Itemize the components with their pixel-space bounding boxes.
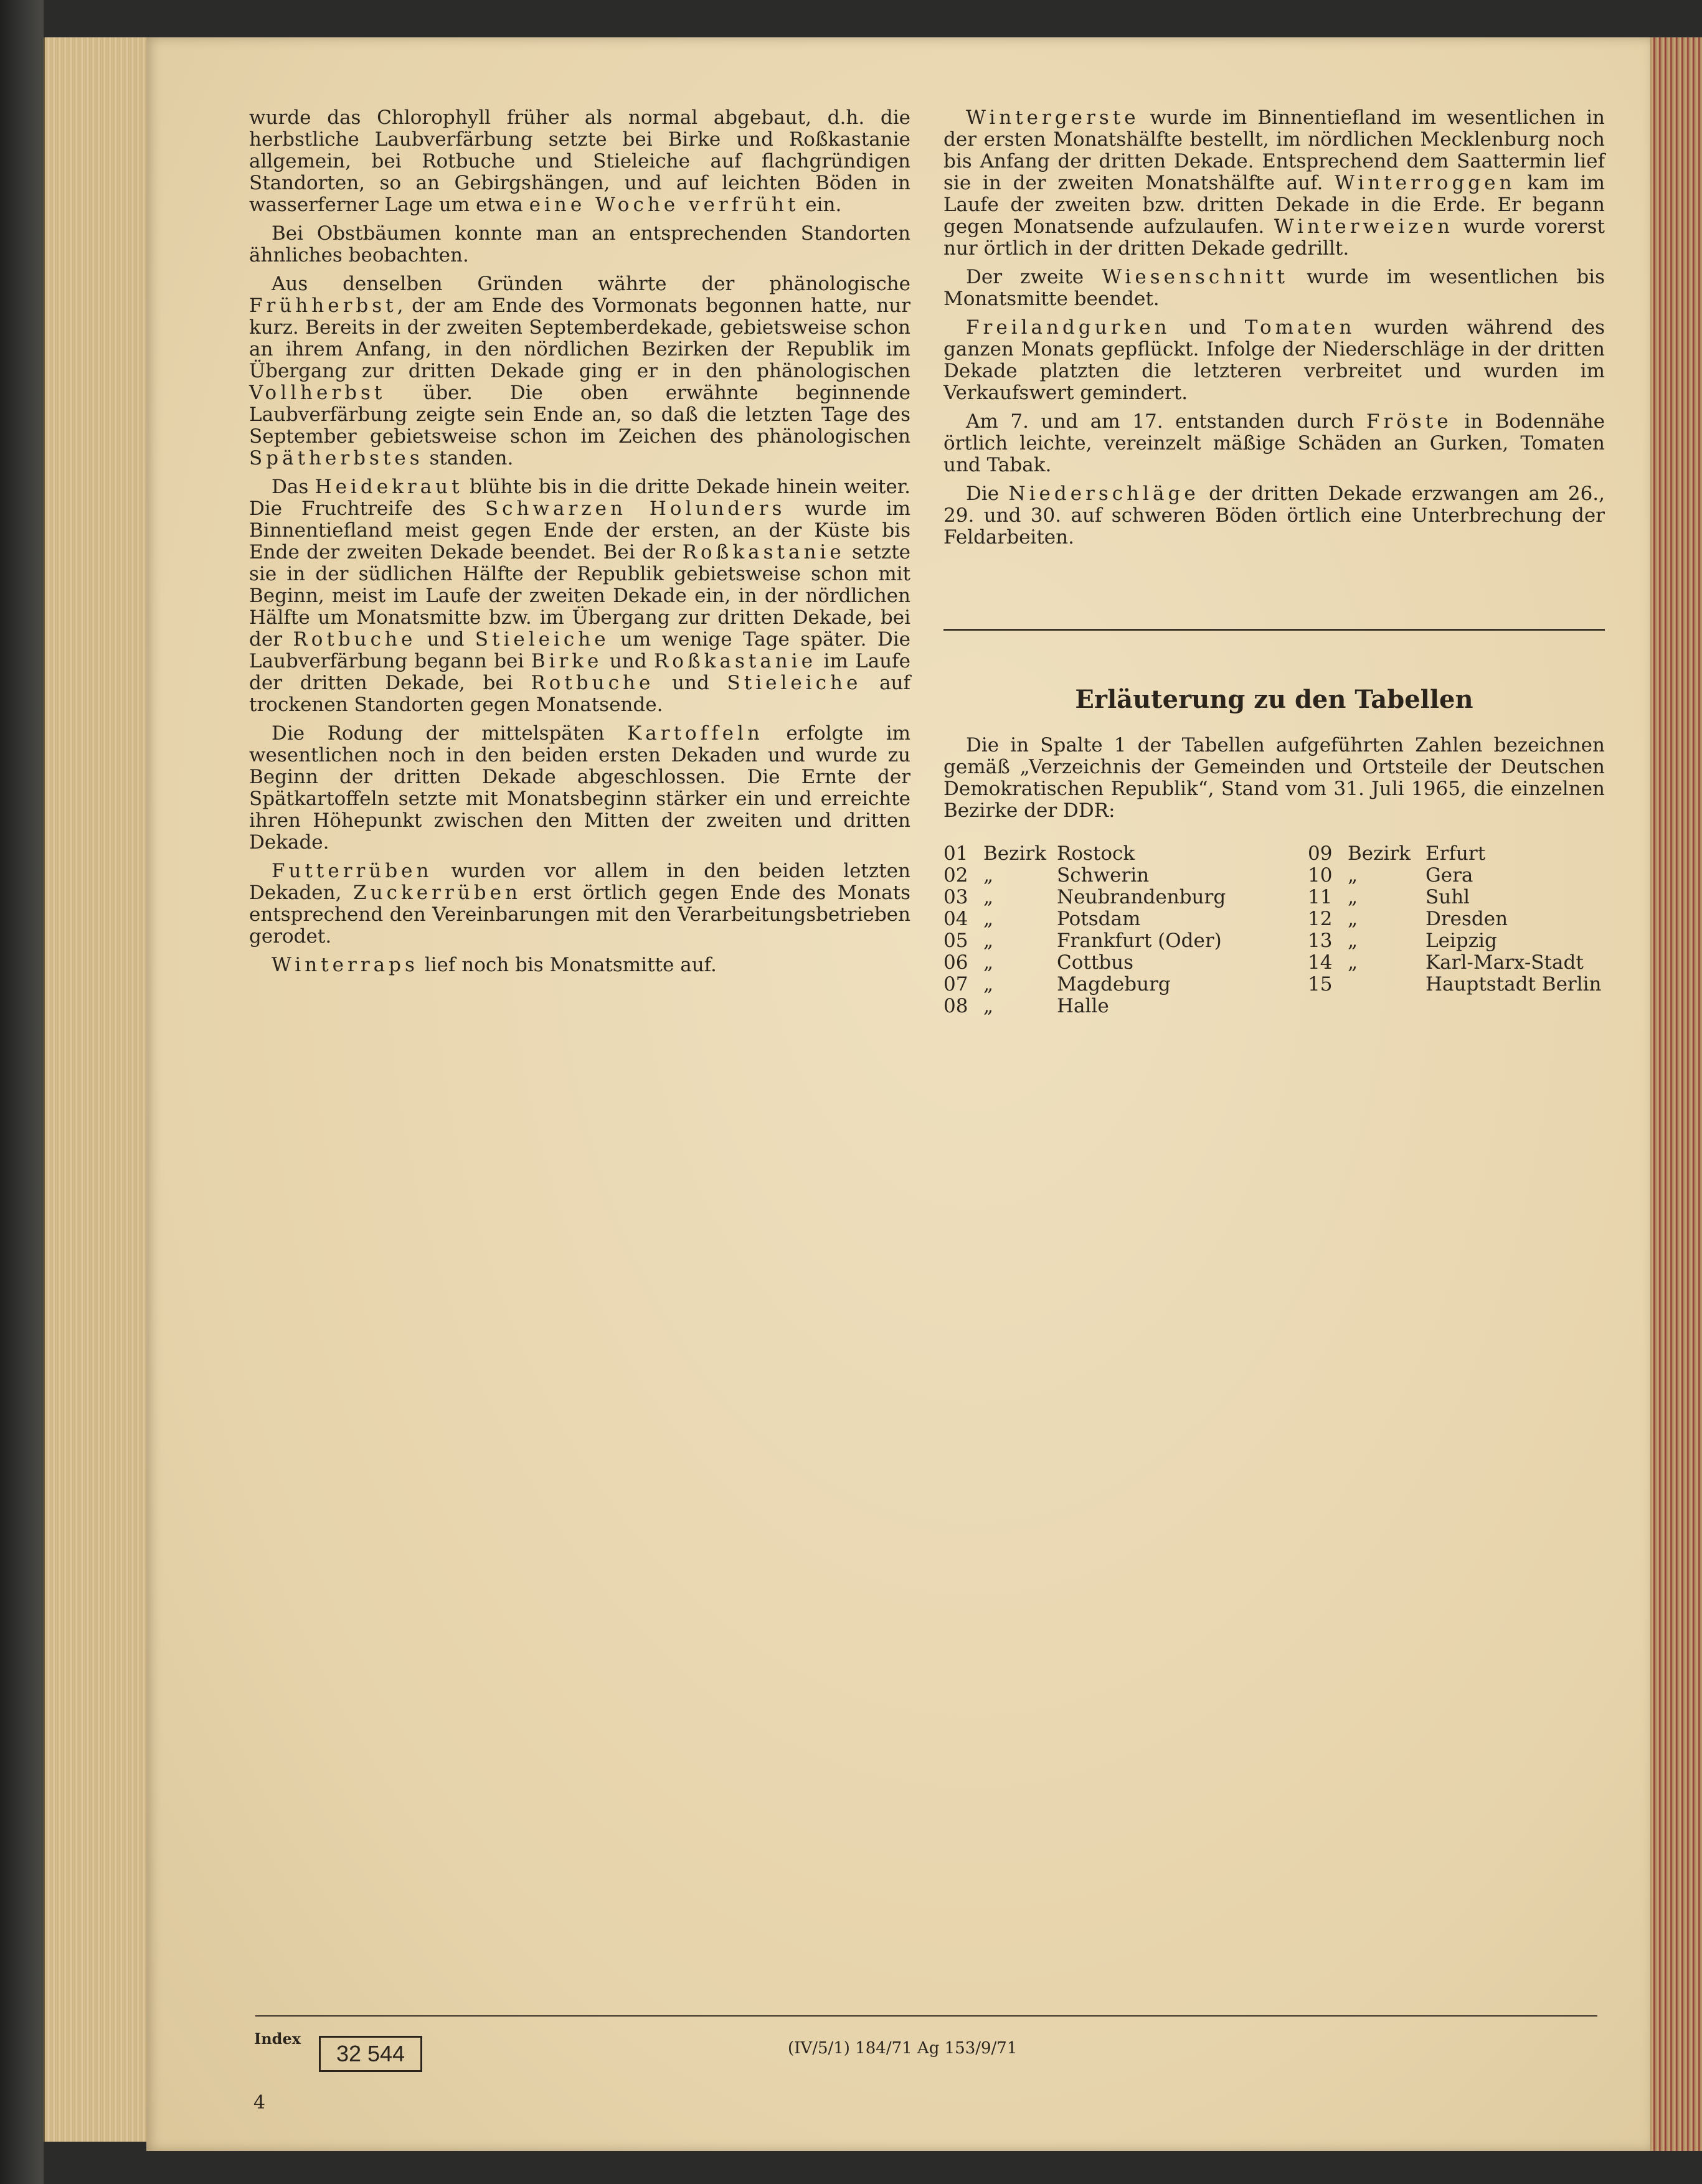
district-number: 10 xyxy=(1308,864,1333,887)
district-number: 15 xyxy=(1308,973,1333,996)
emphasized-term: Fröste xyxy=(1366,410,1452,433)
paragraph xyxy=(943,483,1605,548)
emphasized-term: Futterrüben xyxy=(272,860,433,882)
district-prefix: „ xyxy=(1348,908,1358,930)
district-number: 01 xyxy=(943,842,968,865)
emphasized-term: Roßkastanie xyxy=(653,650,817,672)
emphasized-term: Winterraps xyxy=(272,954,418,976)
district-prefix: „ xyxy=(983,951,994,974)
district-number: 14 xyxy=(1308,951,1333,974)
emphasized-term: Schwarzen Holunders xyxy=(485,497,786,520)
text-run: Das xyxy=(272,476,315,498)
text-run: im Laufe der dritten Dekade, bei xyxy=(249,650,911,694)
emphasized-term: Kartoffeln xyxy=(627,722,764,745)
paragraph xyxy=(249,273,910,469)
district-row xyxy=(943,930,1267,952)
paragraph xyxy=(943,411,1605,476)
emphasized-term: Frühherbst xyxy=(249,294,397,317)
paragraph xyxy=(943,107,1605,260)
emphasized-term: Zuckerrüben xyxy=(353,882,521,904)
paragraph xyxy=(249,107,910,216)
district-number: 04 xyxy=(943,908,968,930)
paragraph xyxy=(943,266,1605,310)
district-prefix: „ xyxy=(983,886,994,908)
district-row xyxy=(1308,930,1632,952)
index-label: Index xyxy=(254,2030,301,2048)
book-binding xyxy=(0,0,44,2184)
text-run: Aus denselben Gründen währte der phänologische xyxy=(272,273,910,295)
district-name: Hauptstadt Berlin xyxy=(1425,973,1602,996)
district-number: 03 xyxy=(943,886,968,908)
emphasized-term: Rotbuche xyxy=(531,672,655,694)
text-run: wurden vor allem in den beiden letzten Dekaden, xyxy=(249,860,910,904)
emphasized-term: Birke xyxy=(531,650,603,672)
district-prefix: Bezirk xyxy=(983,842,1046,865)
district-name: Neubrandenburg xyxy=(1057,886,1226,908)
district-row xyxy=(943,996,1267,1017)
text-run: setzte sie in der südlichen Hälfte der Republik gebietsweise schon mit Beginn, meist im Laufe der zweiten Dekade ein, in der nördlichen Hälfte um Monatsmitte bzw. im Übergang zur dritten Dekade, bei der xyxy=(249,541,910,651)
district-number: 05 xyxy=(943,930,968,952)
district-prefix: „ xyxy=(983,995,994,1017)
district-number: 12 xyxy=(1308,908,1333,930)
district-row xyxy=(943,908,1267,930)
district-number: 06 xyxy=(943,951,968,974)
text-run: erst örtlich gegen Ende des Monats entsprechend den Vereinbarungen mit den Verarbeitungsbetrieben gerodet. xyxy=(249,882,910,948)
section-title: Erläuterung zu den Tabellen xyxy=(1075,685,1473,714)
text-run: auf trockenen Standorten gegen Monatsende. xyxy=(249,672,910,716)
emphasized-term: Winterroggen xyxy=(1335,172,1516,194)
section-divider xyxy=(943,629,1605,631)
emphasized-term: Winterweizen xyxy=(1274,215,1454,238)
paragraph xyxy=(249,954,910,976)
emphasized-term: Freilandgurken xyxy=(966,316,1171,339)
text-run: und xyxy=(654,672,727,694)
district-row xyxy=(943,974,1267,996)
emphasized-term: Vollherbst xyxy=(249,382,386,404)
page-stack-edge xyxy=(44,37,151,2142)
district-row xyxy=(1308,887,1632,908)
district-row xyxy=(1308,952,1632,974)
text-run: kam im Laufe der zweiten bzw. dritten Dekade in die Erde. Er begann gegen Monatsende aufzulaufen. xyxy=(943,172,1605,238)
paragraph xyxy=(249,723,910,854)
district-prefix: „ xyxy=(1348,930,1358,952)
district-prefix: Bezirk xyxy=(1348,842,1411,865)
paragraph xyxy=(943,317,1605,404)
emphasized-term: Stieleiche xyxy=(475,628,610,651)
page-number: 4 xyxy=(253,2092,266,2114)
district-prefix: „ xyxy=(983,930,994,952)
district-row xyxy=(1308,843,1632,865)
district-name: Gera xyxy=(1425,864,1473,887)
emphasized-term: Niederschläge xyxy=(1008,482,1199,505)
paragraph xyxy=(249,476,910,716)
text-run: wurde das Chlorophyll früher als normal abgebaut, d.h. die herbstliche Laubverfärbung setzte bei Birke und Roßkastanie allgemein, bei Rotbuche und Stieleiche auf flachgründigen Standorten, so an Gebirgshängen, und auf leichten Böden in wasserferner Lage um etwa xyxy=(249,106,910,216)
district-row xyxy=(1308,865,1632,887)
emphasized-term: eine Woche verfrüht xyxy=(529,194,800,216)
district-name: Erfurt xyxy=(1425,842,1486,865)
text-run: Bei Obstbäumen konnte man an entsprechenden Standorten ähnliches beobachten. xyxy=(249,222,910,266)
text-run: und xyxy=(602,650,654,672)
district-number: 11 xyxy=(1308,886,1333,908)
district-prefix xyxy=(1348,974,1425,996)
district-row xyxy=(1308,908,1632,930)
text-run: wurden während des ganzen Monats gepflückt. Infolge der Niederschläge in der dritten Dekade platzten die letzteren verbreitet und wurden im Verkaufswert gemindert. xyxy=(943,316,1605,404)
district-name: Halle xyxy=(1057,995,1109,1017)
emphasized-term: Heidekraut xyxy=(314,476,463,498)
text-run: wurde im Binnentiefland im wesentlichen in der ersten Monatshälfte bestellt, im nördlichen Mecklenburg noch bis Anfang der dritten Dekade. Entsprechend dem Saattermin lief sie in der zweiten Monatshälfte auf. xyxy=(943,106,1605,194)
district-prefix: „ xyxy=(983,908,994,930)
district-number: 08 xyxy=(943,995,968,1017)
text-run: Am 7. und am 17. entstanden durch xyxy=(966,410,1366,433)
district-number: 09 xyxy=(1308,842,1333,865)
text-run: Die xyxy=(966,482,1009,505)
emphasized-term: Wiesenschnitt xyxy=(1102,266,1289,288)
text-run: und xyxy=(1170,316,1245,339)
right-page-edge xyxy=(1650,37,1702,2151)
district-row xyxy=(1308,974,1632,996)
emphasized-term: Spätherbstes xyxy=(249,447,423,469)
text-run: wurde im wesentlichen bis Monatsmitte beendet. xyxy=(943,266,1605,310)
text-run: lief noch bis Monatsmitte auf. xyxy=(418,954,717,976)
text-run: erfolgte im wesentlichen noch in den beiden ersten Dekaden und wurde zu Beginn der dritten Dekade abgeschlossen. Die Ernte der Spätkartoffeln setzte mit Monatsbeginn stärker ein und erreichte ihren Höhepunkt zwischen den Mitten der zweiten und dritten Dekade. xyxy=(249,722,911,854)
district-name: Karl-Marx-Stadt xyxy=(1425,951,1584,974)
district-row xyxy=(943,865,1267,887)
district-name: Dresden xyxy=(1425,908,1508,930)
text-run: blühte bis in die dritte Dekade hinein weiter. Die Fruchtreife des xyxy=(249,476,910,520)
district-prefix: „ xyxy=(1348,951,1358,974)
paragraph xyxy=(249,860,910,948)
district-list-left xyxy=(943,843,1267,1017)
text-run: standen. xyxy=(423,447,514,469)
district-row xyxy=(943,843,1267,865)
text-run: Die Rodung der mittelspäten xyxy=(272,722,628,745)
footer-divider xyxy=(255,2015,1597,2017)
district-name: Cottbus xyxy=(1057,951,1134,974)
left-text-column xyxy=(249,107,910,983)
district-prefix: „ xyxy=(1348,864,1358,887)
text-run: über. Die oben erwähnte beginnende Laubverfärbung zeigte sein Ende an, so daß die letzten Tage des September gebietsweise schon im Zeichen des phänologischen xyxy=(249,382,910,448)
text-run: in Bodennähe örtlich leichte, vereinzelt mäßige Schäden an Gurken, Tomaten und Tabak. xyxy=(943,410,1605,476)
publication-code: (IV/5/1) 184/71 Ag 153/9/71 xyxy=(788,2039,1018,2058)
text-run: wurde vorerst nur örtlich in der dritten Dekade gedrillt. xyxy=(943,215,1605,260)
district-number: 13 xyxy=(1308,930,1333,952)
district-name: Frankfurt (Oder) xyxy=(1057,930,1222,952)
text-run: um wenige Tage später. Die Laubverfärbung begann bei xyxy=(249,628,910,672)
district-name: Magdeburg xyxy=(1057,973,1171,996)
index-number: 32 544 xyxy=(319,2036,422,2072)
district-number: 07 xyxy=(943,973,968,996)
district-prefix: „ xyxy=(1348,886,1358,908)
emphasized-term: Rotbuche xyxy=(293,628,417,651)
emphasized-term: Tomaten xyxy=(1244,316,1356,339)
district-prefix: „ xyxy=(983,864,994,887)
district-name: Leipzig xyxy=(1425,930,1497,952)
district-name: Schwerin xyxy=(1057,864,1150,887)
emphasized-term: Roßkastanie xyxy=(682,541,845,563)
text-run: Der zweite xyxy=(966,266,1102,288)
district-prefix: „ xyxy=(983,973,994,996)
district-row xyxy=(943,952,1267,974)
text-run: ein. xyxy=(799,194,842,216)
district-row xyxy=(943,887,1267,908)
text-run: , der am Ende des Vormonats begonnen hatte, nur kurz. Bereits in der zweiten Septemberdekade, gebietsweise schon an ihrem Anfang, in den nördlichen Bezirken der Republik im Übergang zur dritten Dekade ging er in den phänologischen xyxy=(249,294,910,382)
district-name: Suhl xyxy=(1425,886,1470,908)
district-list-right xyxy=(1308,843,1632,996)
text-run: wurde im Binnentiefland meist gegen Ende der ersten, an der Küste bis Ende der zweiten Dekade beendet. Bei der xyxy=(249,497,911,563)
emphasized-term: Wintergerste xyxy=(966,106,1140,129)
emphasized-term: Stieleiche xyxy=(727,672,862,694)
paragraph xyxy=(249,223,910,266)
district-name: Rostock xyxy=(1057,842,1135,865)
text-run: und xyxy=(416,628,475,651)
right-text-column xyxy=(943,107,1605,555)
district-name: Potsdam xyxy=(1057,908,1141,930)
text-run: der dritten Dekade erzwangen am 26., 29. und 30. auf schweren Böden örtlich eine Unterbrechung der Feldarbeiten. xyxy=(943,482,1605,548)
section-intro: Die in Spalte 1 der Tabellen aufgeführten Zahlen bezeichnen gemäß „Verzeichnis der Gemeinden und Ortsteile der Deutschen Demokratischen Republik“, Stand vom 31. Juli 1965, die einzelnen Bezirke der DDR: xyxy=(943,734,1605,822)
district-number: 02 xyxy=(943,864,968,887)
